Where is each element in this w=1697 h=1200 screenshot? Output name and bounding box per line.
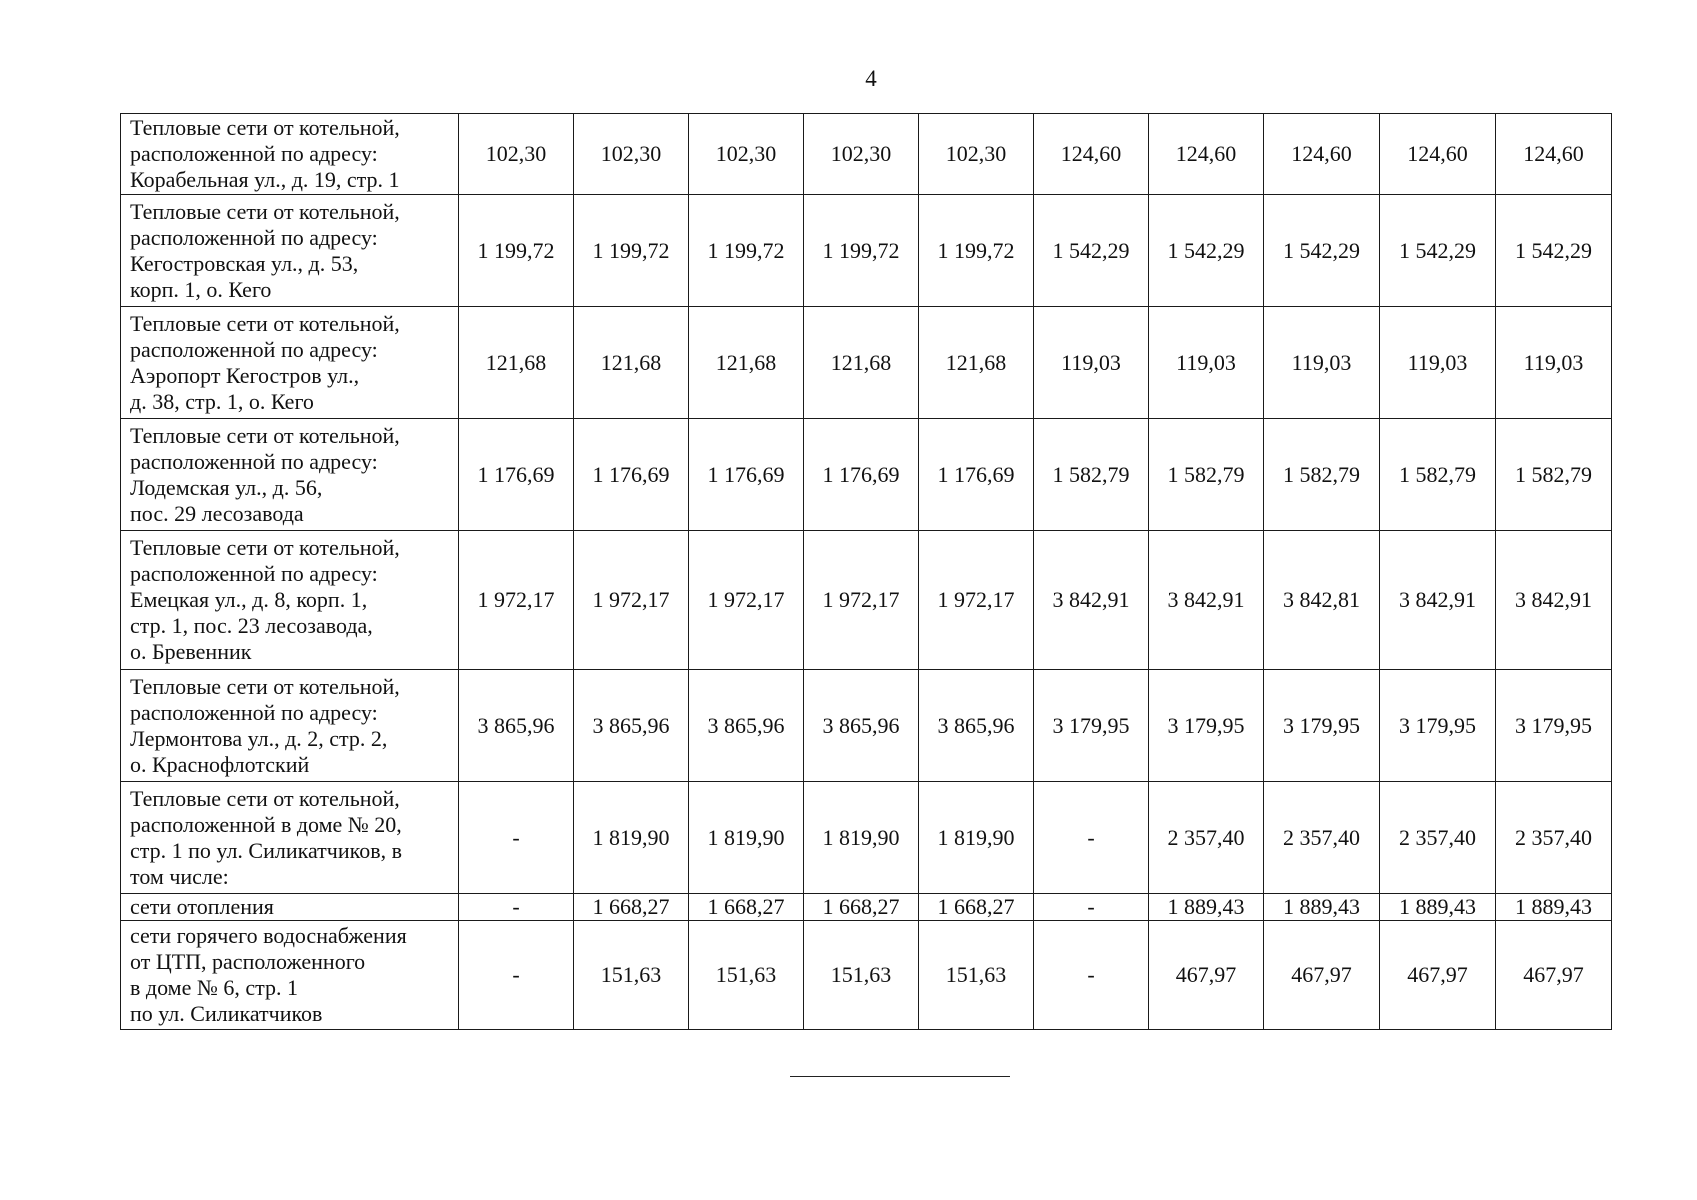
value-cell: 3 842,91: [1034, 531, 1149, 670]
value-cell: 3 865,96: [804, 670, 919, 782]
value-cell: 102,30: [919, 114, 1034, 195]
table-row: [121, 307, 1612, 419]
table-row: [121, 531, 1612, 670]
value-cell: 102,30: [689, 114, 804, 195]
value-cell: 3 179,95: [1496, 670, 1612, 782]
value-cell: 102,30: [804, 114, 919, 195]
value-cell: 151,63: [919, 921, 1034, 1030]
value-cell: 467,97: [1149, 921, 1264, 1030]
value-cell: 151,63: [804, 921, 919, 1030]
value-cell: 1 582,79: [1149, 419, 1264, 531]
row-label: Тепловые сети от котельной, расположенной по адресу: Лодемская ул., д. 56, пос. 29 лесозавода: [121, 419, 459, 531]
value-cell: 151,63: [574, 921, 689, 1030]
value-cell: 124,60: [1496, 114, 1612, 195]
end-of-document-rule: [790, 1076, 1010, 1077]
value-cell: 3 842,81: [1264, 531, 1380, 670]
table-row: [121, 114, 1612, 195]
value-cell: 119,03: [1380, 307, 1496, 419]
value-cell: 3 842,91: [1496, 531, 1612, 670]
value-cell: 1 176,69: [689, 419, 804, 531]
value-cell: 1 889,43: [1149, 894, 1264, 921]
row-label: Тепловые сети от котельной, расположенной по адресу: Лермонтова ул., д. 2, стр. 2, о. Краснофлотский: [121, 670, 459, 782]
value-cell: 124,60: [1034, 114, 1149, 195]
row-label: Тепловые сети от котельной, расположенной по адресу: Кегостровская ул., д. 53, корп. 1, о. Кего: [121, 195, 459, 307]
value-cell: 1 819,90: [689, 782, 804, 894]
row-label: Тепловые сети от котельной, расположенной по адресу: Корабельная ул., д. 19, стр. 1: [121, 114, 459, 195]
value-cell: 121,68: [919, 307, 1034, 419]
table-row: [121, 782, 1612, 894]
value-cell: 121,68: [574, 307, 689, 419]
value-cell: 1 542,29: [1149, 195, 1264, 307]
value-cell: 3 842,91: [1380, 531, 1496, 670]
value-cell: 1 199,72: [919, 195, 1034, 307]
value-cell: 1 199,72: [804, 195, 919, 307]
value-cell: 3 865,96: [459, 670, 574, 782]
value-cell: 102,30: [459, 114, 574, 195]
value-cell: 1 668,27: [919, 894, 1034, 921]
value-cell: 467,97: [1496, 921, 1612, 1030]
value-cell: 1 199,72: [689, 195, 804, 307]
value-cell: -: [459, 782, 574, 894]
value-cell: 2 357,40: [1264, 782, 1380, 894]
value-cell: 1 542,29: [1496, 195, 1612, 307]
value-cell: 121,68: [804, 307, 919, 419]
value-cell: 2 357,40: [1380, 782, 1496, 894]
row-label: Тепловые сети от котельной, расположенной по адресу: Емецкая ул., д. 8, корп. 1, стр. 1, пос. 23 лесозавода, о. Бревенник: [121, 531, 459, 670]
value-cell: 467,97: [1380, 921, 1496, 1030]
value-cell: 1 972,17: [574, 531, 689, 670]
value-cell: 124,60: [1380, 114, 1496, 195]
value-cell: 1 972,17: [689, 531, 804, 670]
value-cell: 1 668,27: [804, 894, 919, 921]
value-cell: 124,60: [1264, 114, 1380, 195]
value-cell: 1 972,17: [459, 531, 574, 670]
table-row: [121, 419, 1612, 531]
value-cell: 1 199,72: [459, 195, 574, 307]
value-cell: 2 357,40: [1149, 782, 1264, 894]
value-cell: 3 865,96: [574, 670, 689, 782]
value-cell: 1 176,69: [919, 419, 1034, 531]
value-cell: -: [459, 894, 574, 921]
value-cell: 1 889,43: [1264, 894, 1380, 921]
value-cell: 3 842,91: [1149, 531, 1264, 670]
value-cell: 119,03: [1496, 307, 1612, 419]
page-number: 4: [865, 66, 877, 91]
value-cell: 1 582,79: [1380, 419, 1496, 531]
heat-networks-table: [120, 113, 1612, 1030]
row-label: сети отопления: [121, 894, 459, 921]
value-cell: 1 582,79: [1034, 419, 1149, 531]
table-row: [121, 195, 1612, 307]
value-cell: -: [1034, 782, 1149, 894]
value-cell: 3 179,95: [1034, 670, 1149, 782]
value-cell: 3 179,95: [1264, 670, 1380, 782]
value-cell: 1 819,90: [919, 782, 1034, 894]
value-cell: 102,30: [574, 114, 689, 195]
value-cell: -: [1034, 894, 1149, 921]
value-cell: 1 582,79: [1264, 419, 1380, 531]
value-cell: 151,63: [689, 921, 804, 1030]
value-cell: -: [459, 921, 574, 1030]
row-label: Тепловые сети от котельной, расположенной в доме № 20, стр. 1 по ул. Силикатчиков, в том числе:: [121, 782, 459, 894]
value-cell: 1 542,29: [1264, 195, 1380, 307]
value-cell: 119,03: [1034, 307, 1149, 419]
value-cell: 467,97: [1264, 921, 1380, 1030]
value-cell: 121,68: [459, 307, 574, 419]
value-cell: 3 865,96: [919, 670, 1034, 782]
value-cell: 124,60: [1149, 114, 1264, 195]
value-cell: 1 176,69: [574, 419, 689, 531]
value-cell: 119,03: [1149, 307, 1264, 419]
value-cell: 1 889,43: [1380, 894, 1496, 921]
value-cell: 1 668,27: [574, 894, 689, 921]
value-cell: 1 199,72: [574, 195, 689, 307]
value-cell: 2 357,40: [1496, 782, 1612, 894]
value-cell: 1 582,79: [1496, 419, 1612, 531]
value-cell: 1 819,90: [574, 782, 689, 894]
value-cell: 1 972,17: [919, 531, 1034, 670]
value-cell: 3 865,96: [689, 670, 804, 782]
value-cell: 1 972,17: [804, 531, 919, 670]
value-cell: 1 176,69: [459, 419, 574, 531]
value-cell: -: [1034, 921, 1149, 1030]
row-label: Тепловые сети от котельной, расположенной по адресу: Аэропорт Кегостров ул., д. 38, стр. 1, о. Кего: [121, 307, 459, 419]
table-row: [121, 894, 1612, 921]
value-cell: 121,68: [689, 307, 804, 419]
value-cell: 3 179,95: [1380, 670, 1496, 782]
value-cell: 119,03: [1264, 307, 1380, 419]
table-row: [121, 670, 1612, 782]
value-cell: 1 542,29: [1034, 195, 1149, 307]
value-cell: 1 668,27: [689, 894, 804, 921]
value-cell: 3 179,95: [1149, 670, 1264, 782]
value-cell: 1 819,90: [804, 782, 919, 894]
value-cell: 1 176,69: [804, 419, 919, 531]
value-cell: 1 889,43: [1496, 894, 1612, 921]
row-label: сети горячего водоснабжения от ЦТП, расположенного в доме № 6, стр. 1 по ул. Силикатчиков: [121, 921, 459, 1030]
table-row: [121, 921, 1612, 1030]
value-cell: 1 542,29: [1380, 195, 1496, 307]
